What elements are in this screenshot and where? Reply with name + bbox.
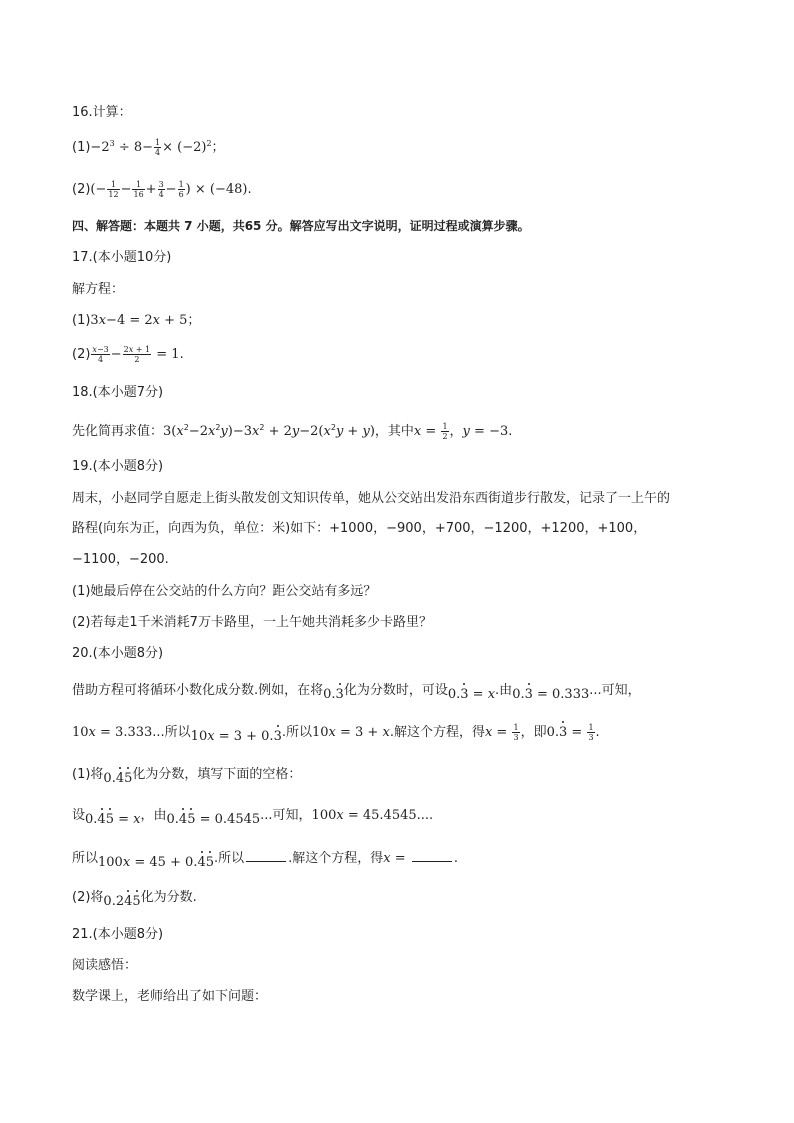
fraction: $\frac{1}{12}$ (108, 180, 119, 199)
q17-part1: (1)3x−4 = 2x + 5； (72, 313, 201, 328)
q18-tail: . (508, 424, 513, 439)
section-heading: 四、解答题：本题共 7 小题，共65 分。解答应写出文字说明，证明过程或演算步骤。 (72, 219, 530, 233)
q16-title: 16.计算： (72, 105, 132, 120)
q20-text: 化为分数. (140, 890, 197, 905)
q18-mid: ，其中 (374, 424, 414, 439)
fraction: $\frac{1}{2}$ (442, 422, 448, 441)
q20-part1: (1)将0.45化为分数，填写下面的空格： (72, 767, 302, 786)
q20-text: 化为分数，填写下面的空格： (132, 767, 302, 782)
q20-text: .解这个方程，得 (389, 725, 485, 740)
q19-line3: −1100，−200. (72, 552, 169, 567)
q20-text: ...可知， (260, 808, 312, 823)
q19-part2: (2)若每走1千米消耗7万卡路里，一上午她共消耗多少卡路里？ (72, 615, 432, 630)
q20-line2: 10x = 3.333...所以10x = 3 + 0.3.所以10x = 3 + x.解这个方程，得x = $\frac{1}{3}$ ，即0.3 = $\frac{1}{3}$ . (72, 723, 600, 744)
q20-text: .所以 (281, 725, 312, 740)
q16-part2-tail: . (247, 182, 252, 197)
q20-text: ...可知， (589, 683, 641, 698)
q20-text: ，即 (520, 725, 547, 740)
q20-line4: 设0.45 = x，由0.45 = 0.4545...可知，100x = 45.4545.... (72, 808, 434, 827)
q20-text: 借助方程可将循环小数化成分数.例如，在将 (72, 683, 324, 698)
q17-intro: 解方程： (72, 282, 125, 297)
answer-blank-1[interactable] (246, 849, 286, 862)
q20-part2: (2)将0.245化为分数. (72, 890, 197, 909)
q20-text: 化为分数时，可设 (343, 683, 448, 698)
fraction: $\frac{1}{6}$ (178, 180, 184, 199)
q20-line5: 所以100x = 45 + 0.45.所以 .解这个方程，得x = . (72, 851, 458, 870)
q17-part2-tail: . (179, 347, 184, 362)
q20-text: 设 (72, 808, 86, 823)
q20-text: . (595, 725, 600, 740)
q19-title: 19.(本小题8分) (72, 459, 164, 474)
q18-body: 先化简再求值：$3(x^2-2x^2y)-3x^2 + 2y-2(x^2y + y)$，其中x = $\frac{1}{2}$ ，y = −3. (72, 422, 513, 441)
q19-line2: 路程(向东为正，向西为负，单位：米)如下：+1000，−900，+700，−1200，+1200，+100， (72, 521, 647, 536)
q20-text: ...所以 (152, 725, 191, 740)
fraction: $\frac{3}{4}$ (158, 180, 164, 199)
fraction: $\frac{1}{3}$ (588, 723, 594, 742)
q16-part1-label: (1) (72, 140, 91, 155)
q20-title: 20.(本小题8分) (72, 646, 164, 661)
q20-text: (2)将 (72, 890, 104, 905)
q20-text: .... (416, 808, 434, 823)
q16-part1-tail: ； (211, 140, 225, 155)
q19-part1: (1)她最后停在公交站的什么方向？距公交站有多远？ (72, 584, 377, 599)
q16-part2-label: (2) (72, 182, 91, 197)
q20-text: .所以 (214, 851, 245, 866)
q18-sep: ， (449, 424, 463, 439)
fraction: $\frac{2x + 1}{2}$ (123, 345, 151, 364)
q19-line1: 周末，小赵同学自愿走上街头散发创文知识传单，她从公交站出发沿东西街道步行散发，记录了一上午的 (72, 491, 671, 506)
q20-text: .由 (495, 683, 513, 698)
q20-text: 所以 (72, 851, 99, 866)
q21-title: 21.(本小题8分) (72, 927, 164, 942)
q21-intro: 阅读感悟： (72, 958, 138, 973)
q17-title: 17.(本小题10分) (72, 250, 172, 265)
q16-part2: (2)(− $\frac{1}{12}$ − $\frac{1}{16}$ + $\frac{3}{4}$ − $\frac{1}{6}$ ) × (−48). (72, 180, 252, 199)
q16-part1: $(1)-2^3 \div 8-$ $\frac{1}{4}$ × $(-2)^2$； (72, 138, 225, 157)
q17-part2-label: (2) (72, 347, 91, 362)
q17-part1-label: (1) (72, 313, 91, 328)
q20-text: .解这个方程，得 (288, 851, 384, 866)
q21-line: 数学课上，老师给出了如下问题： (72, 989, 268, 1004)
fraction: $\frac{1}{4}$ (155, 138, 161, 157)
q20-text: ，由 (140, 808, 167, 823)
answer-blank-2[interactable] (412, 849, 452, 862)
q20-line1: 借助方程可将循环小数化成分数.例如，在将0.3化为分数时，可设0.3 = x.由0.3 = 0.333...可知， (72, 683, 641, 702)
fraction: $\frac{1}{16}$ (133, 180, 144, 199)
q20-text: . (453, 851, 458, 866)
q20-text: (1)将 (72, 767, 104, 782)
q17-part2: (2) $\frac{x-3}{4}$ − $\frac{2x + 1}{2}$ = 1. (72, 345, 184, 364)
fraction: $\frac{x-3}{4}$ (92, 345, 109, 364)
fraction: $\frac{1}{3}$ (513, 723, 519, 742)
q18-title: 18.(本小题7分) (72, 385, 164, 400)
q18-intro: 先化简再求值： (72, 424, 164, 439)
q17-part1-tail: ； (187, 313, 201, 328)
